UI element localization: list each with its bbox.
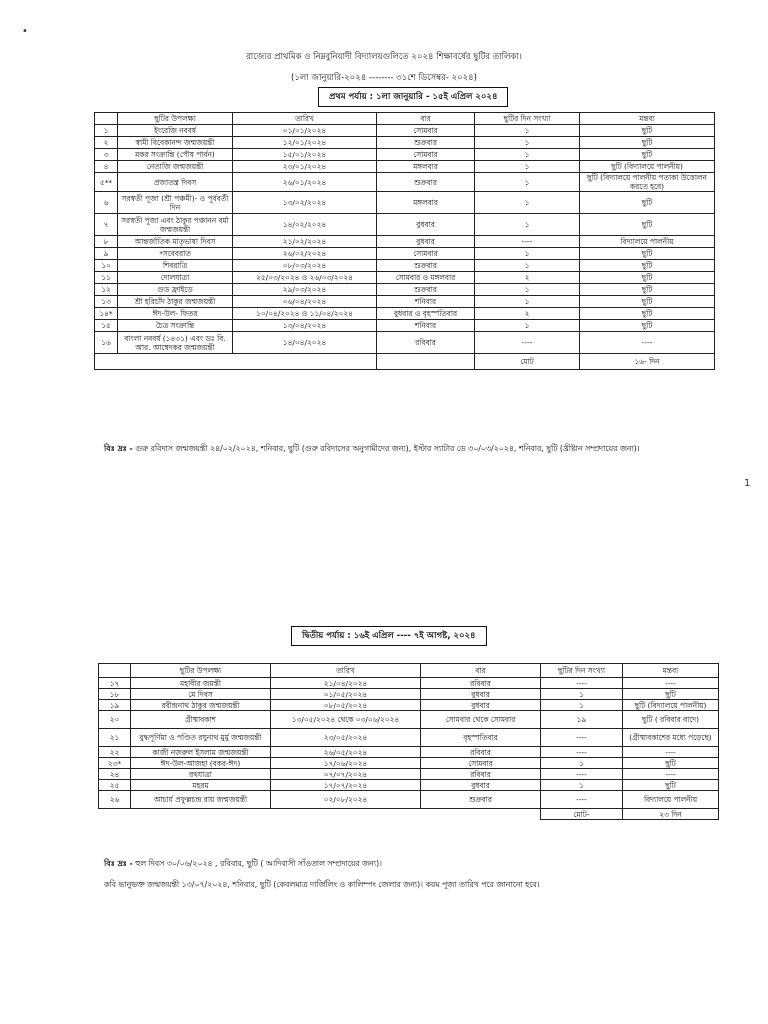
row-occasion: সরস্বতী পূজা (শ্রী পঞ্চমী)- ও পূর্ববর্তী দিন (118, 192, 233, 214)
row-serial: ২২ (99, 747, 131, 758)
row-occasion: ইংরেজি নববর্ষ (118, 125, 233, 137)
table-row (95, 296, 715, 308)
row-occasion: আচার্য প্রফুল্লচন্দ্র রায় জন্মজয়ন্তী (131, 791, 271, 809)
note-text: হুল দিবস ৩০/০৬/২০২৪ , রবিবার, ছুটি ( আদিবাসী সাঁওতাল সম্প্রদায়ের জন্য)। (135, 859, 382, 868)
table-row (95, 137, 715, 149)
row-date: ২১/০২/২০২৪ (233, 236, 377, 248)
row-count: ---- (475, 236, 580, 248)
row-remark: (গ্রীষ্মাবকাশের মধ্যে পড়েছে) (623, 729, 719, 747)
row-day: রবিবার (421, 747, 541, 758)
row-count: ১ (475, 320, 580, 332)
row-date: ২৬/০৫/২০২৪ (271, 747, 421, 758)
row-occasion: শিবরাত্রি (118, 260, 233, 272)
row-occasion: মহরম (131, 780, 271, 791)
table-row (95, 308, 715, 320)
row-occasion: দোলযাত্রা (118, 272, 233, 284)
row-count: ১ (541, 780, 623, 791)
row-remark: ---- (580, 332, 715, 354)
row-occasion: ঈদ-উল-আজহা (বকর-ঈদ) (131, 758, 271, 769)
row-day: বুধবার (377, 236, 475, 248)
row-serial: ৫** (95, 173, 118, 192)
table-row (95, 260, 715, 272)
row-serial: ২ (95, 137, 118, 149)
row-day: বুধবার ও বৃহস্পতিবার (377, 308, 475, 320)
row-date: ২৩/০৫/২০২৪ (271, 729, 421, 747)
header-remark: মন্তব্য (580, 113, 715, 125)
row-count: ১ (475, 214, 580, 236)
row-day: সোমবার (377, 248, 475, 260)
row-day: শুক্রবার (377, 260, 475, 272)
header-day: বার (421, 664, 541, 678)
row-serial: ৬ (95, 192, 118, 214)
row-day: শুক্রবার (421, 791, 541, 809)
row-remark: ---- (623, 678, 719, 689)
table-row (99, 678, 719, 689)
row-serial: ১২ (95, 284, 118, 296)
row-remark: ছুটি (580, 125, 715, 137)
phase2-note-2: কবি ভানুভক্ত জন্মজয়ন্তী ১৩/০৭/২০২৪, শনিবার, ছুটি (কেবলমাত্র দার্জিলিং ও কালিম্পং জেলার জন্য)। করম পূজা তারিখ পরে জানানো হবে। (104, 880, 540, 889)
table-row (95, 248, 715, 260)
note-prefix: বিঃ দ্রঃ - (104, 859, 133, 868)
row-day: বুধবার (421, 689, 541, 700)
row-day: রবিবার (421, 678, 541, 689)
row-remark: ছুটি (বিদ্যালয়ে পালনীয়) (623, 700, 719, 711)
row-count: ২ (475, 272, 580, 284)
row-date: ০৮/০৫/২০২৪ (271, 700, 421, 711)
header-occasion: ছুটির উপলক্ষ্য (118, 113, 233, 125)
row-date: ০৬/০৪/২০২৪ (233, 296, 377, 308)
note-text: গুরু রবিদাস জন্মজয়ন্তী ২৪/০২/২০২৪, শনিবার, ছুটি (গুরু রবিদাসের অনুগামীদের জন্য), ইস্টার স্যাটার ডে ৩০/০৩/২০২৪, শনিবার, ছুটি (খ্রীষ্টান সম্প্রদায়ের জন্য)। (135, 444, 640, 453)
row-day: সোমবার (377, 125, 475, 137)
row-count: ১ (475, 248, 580, 260)
row-date: ১৭/০৭/২০২৪ (271, 780, 421, 791)
row-date: ১৪/০২/২০২৪ (233, 214, 377, 236)
row-remark: ছুটি (580, 192, 715, 214)
row-date: ০৮/০৩/২০২৪ (233, 260, 377, 272)
phase1-table (94, 112, 715, 370)
row-serial: ২৬ (99, 791, 131, 809)
row-occasion: আন্তর্জাতিক মাতৃভাষা দিবস (118, 236, 233, 248)
row-date: ২৬/০২/২০২৪ (233, 248, 377, 260)
row-occasion: মহাবীর জয়ন্তী (131, 678, 271, 689)
row-occasion: কাজী নজরুল ইসলাম জন্মজয়ন্তী (131, 747, 271, 758)
page-title: রাজ্যের প্রাথমিক ও নিম্নবুনিয়াদী বিদ্যালয়গুলিতে ২০২৪ শিক্ষাবর্ষের ছুটির তালিকা। (246, 52, 522, 62)
row-occasion: মকর সংক্রান্তি (পৌষ পার্বন) (118, 149, 233, 161)
row-day: বুধবার (421, 700, 541, 711)
row-day: শনিবার (377, 296, 475, 308)
row-date: ০১/০৫/২০২৪ (271, 689, 421, 700)
table-row (99, 758, 719, 769)
row-date: ২৫/০৩/২০২৪ ও ২৬/০৩/২০২৪ (233, 272, 377, 284)
row-date: ১৭/০৬/২০২৪ (271, 758, 421, 769)
row-day: সোমবার (421, 758, 541, 769)
header-sl (95, 113, 118, 125)
table-row (95, 192, 715, 214)
row-date: ২১/০৪/২০২৪ (271, 678, 421, 689)
phase2-label: দ্বিতীয় পর্যায় : ১৬ই এপ্রিল ---- ৭ই আগষ্ট, ২০২৪ (291, 626, 487, 646)
row-serial: ১৯ (99, 700, 131, 711)
table-row (99, 747, 719, 758)
row-count: ১ (475, 137, 580, 149)
row-serial: ১১ (95, 272, 118, 284)
row-occasion: ঈদ-উল- ফিতর (118, 308, 233, 320)
row-serial: ১৩ (95, 296, 118, 308)
row-remark: ---- (623, 747, 719, 758)
row-occasion: বুদ্ধপূর্ণিমা ও পণ্ডিত রঘুনাথ মুর্মু জন্মজয়ন্তী (131, 729, 271, 747)
row-serial: ১০ (95, 260, 118, 272)
row-occasion: মে দিবস (131, 689, 271, 700)
header-occasion: ছুটির উপলক্ষ্য (131, 664, 271, 678)
row-occasion: রথযাত্রা (131, 769, 271, 780)
row-occasion: গুড ফ্রাইডে (118, 284, 233, 296)
header-day: বার (377, 113, 475, 125)
table-row (99, 769, 719, 780)
row-count: ১ (475, 296, 580, 308)
row-serial: ৮ (95, 236, 118, 248)
row-count: ---- (541, 729, 623, 747)
row-date: ২৯/০৩/২০২৪ (233, 284, 377, 296)
row-remark: ছুটি (বিদ্যালয়ে পালনীয় পতাকা উত্তোলন করতে হবে) (580, 173, 715, 192)
row-remark: ছুটি (580, 284, 715, 296)
row-remark: ছুটি (580, 248, 715, 260)
row-count: ১৯ (541, 711, 623, 729)
row-day: রবিবার (421, 769, 541, 780)
row-day: বুধবার (377, 214, 475, 236)
table-row (95, 173, 715, 192)
table-row (99, 711, 719, 729)
header-count: ছুটির দিন সংখ্যা (541, 664, 623, 678)
row-occasion: চৈত্র সংক্রান্তি (118, 320, 233, 332)
row-remark: ছুটি (580, 272, 715, 284)
row-date: ২৩/০১/২০২৪ (233, 161, 377, 173)
page-number: 1 (744, 478, 751, 489)
row-day: বৃহস্পতিবার (421, 729, 541, 747)
row-serial: ১৮ (99, 689, 131, 700)
row-serial: ২৩* (99, 758, 131, 769)
row-remark: ছুটি (623, 780, 719, 791)
row-count: ১ (541, 700, 623, 711)
total-label: মোট (475, 354, 580, 370)
row-serial: ২৪ (99, 769, 131, 780)
table-row (95, 214, 715, 236)
row-date: ১৫/০১/২০২৪ (233, 149, 377, 161)
table-row (95, 161, 715, 173)
row-occasion: বাংলা নববর্ষ (১৪৩১) এবং ডঃ বি. আর. আম্বেদকর জন্মজয়ন্তী (118, 332, 233, 354)
row-count: ---- (541, 678, 623, 689)
total-row-blank (421, 809, 541, 820)
row-occasion: শ্রী হরিচাঁদ ঠাকুর জন্মজয়ন্তী (118, 296, 233, 308)
row-remark: ছুটি (580, 308, 715, 320)
header-count: ছুটির দিন সংখ্যা (475, 113, 580, 125)
row-occasion: স্বামী বিবেকানন্দ জন্মজয়ন্তী (118, 137, 233, 149)
row-count: ১ (541, 689, 623, 700)
row-date: ১৪/০৪/২০২৪ (233, 332, 377, 354)
row-count: ১ (475, 173, 580, 192)
table-row (99, 791, 719, 809)
row-day: শুক্রবার (377, 137, 475, 149)
row-date: ১৩/০৫/২০২৪ থেকে ০৩/০৬/২০২৪ (271, 711, 421, 729)
row-remark: ছুটি (580, 260, 715, 272)
table-row (95, 272, 715, 284)
row-remark: বিদ্যালয়ে পালনীয় (623, 791, 719, 809)
phase1-label: প্রথম পর্যায় : ১লা জানুয়ারি - ১৫ই এপ্রিল ২০২৪ (318, 87, 508, 107)
row-occasion: নেতাজি জন্মজয়ন্তী (118, 161, 233, 173)
row-remark: ছুটি (623, 689, 719, 700)
row-remark: বিদ্যালয়ে পালনীয় (580, 236, 715, 248)
row-day: শনিবার (377, 320, 475, 332)
row-occasion: *সবেবরাত (118, 248, 233, 260)
header-sl (99, 664, 131, 678)
row-occasion: প্রজাতন্ত্র দিবস (118, 173, 233, 192)
total-row-blank (95, 354, 377, 370)
total-value: ২৩ দিন (623, 809, 719, 820)
row-serial: ২০ (99, 711, 131, 729)
row-serial: ৭ (95, 214, 118, 236)
row-date: ১২/০১/২০২৪ (233, 137, 377, 149)
row-count: ---- (541, 791, 623, 809)
note-prefix: বিঃ দ্রঃ - (104, 444, 133, 453)
row-count: ১ (475, 161, 580, 173)
phase2-note-1 (104, 858, 382, 871)
row-remark: ছুটি (580, 137, 715, 149)
row-count: ১ (475, 284, 580, 296)
row-day: সোমবার থেকে সোমবার (421, 711, 541, 729)
row-date: ২৬/০১/২০২৪ (233, 173, 377, 192)
row-count: ---- (541, 747, 623, 758)
row-count: ১ (541, 758, 623, 769)
header-date: তারিখ (233, 113, 377, 125)
row-count: ১ (475, 149, 580, 161)
total-row-blank (99, 809, 421, 820)
row-date: ১৩/০২/২০২৪ (233, 192, 377, 214)
row-count: ---- (541, 769, 623, 780)
header-remark: মন্তব্য (623, 664, 719, 678)
row-serial: ১৪* (95, 308, 118, 320)
row-count: ১ (475, 125, 580, 137)
row-count: ২ (475, 308, 580, 320)
row-day: বুধবার (421, 780, 541, 791)
row-day: সোমবার (377, 149, 475, 161)
row-remark: ছুটি (580, 320, 715, 332)
row-serial: ৩ (95, 149, 118, 161)
row-serial: ১৭ (99, 678, 131, 689)
phase2-table (98, 663, 719, 820)
row-serial: ৪ (95, 161, 118, 173)
table-row (95, 125, 715, 137)
total-value: ১৬- দিন (580, 354, 715, 370)
table-row (99, 700, 719, 711)
row-date: ১০/০৪/২০২৪ ও ১১/০৪/২০২৪ (233, 308, 377, 320)
row-occasion: সরস্বতী পূজা এবং ঠাকুর পঞ্চানন বর্মা জন্মজয়ন্তী (118, 214, 233, 236)
row-serial: ২১ (99, 729, 131, 747)
table-row (99, 729, 719, 747)
total-label: মোট- (541, 809, 623, 820)
row-date: ০৭/০৭/২০২৪ (271, 769, 421, 780)
row-serial: ১৫ (95, 320, 118, 332)
row-serial: ৯ (95, 248, 118, 260)
row-remark: ছুটি (580, 149, 715, 161)
table-row (99, 689, 719, 700)
row-remark: ছুটি (580, 296, 715, 308)
row-day: সোমবার ও মঙ্গলবার (377, 272, 475, 284)
row-date: ০২/০৮/২০২৪ (271, 791, 421, 809)
row-remark: ---- (623, 769, 719, 780)
row-serial: ১৬ (95, 332, 118, 354)
table-row (95, 284, 715, 296)
row-date: ১৩/০৪/২০২৪ (233, 320, 377, 332)
table-row (95, 236, 715, 248)
academic-period: (১লা জানুয়ারি-২০২৪ -------- ৩১শে ডিসেম্বর- ২০২৪) (291, 73, 477, 83)
row-remark: ছুটি (580, 214, 715, 236)
row-count: ---- (475, 332, 580, 354)
total-row-blank (377, 354, 475, 370)
row-day: মঙ্গলবার (377, 161, 475, 173)
row-day: রবিবার (377, 332, 475, 354)
row-day: শুক্রবার (377, 173, 475, 192)
row-day: শুক্রবার (377, 284, 475, 296)
row-day: মঙ্গলবার (377, 192, 475, 214)
row-remark: ছুটি (623, 758, 719, 769)
table-row (95, 149, 715, 161)
row-serial: ১ (95, 125, 118, 137)
row-remark: ছুটি (বিদ্যালয়ে পালনীয়) (580, 161, 715, 173)
phase1-note (104, 443, 640, 456)
row-occasion: রবীন্দ্রনাথ ঠাকুর জন্মজয়ন্তী (131, 700, 271, 711)
row-count: ১ (475, 260, 580, 272)
corner-mark: • (22, 26, 28, 37)
table-row (95, 320, 715, 332)
table-row (99, 780, 719, 791)
row-date: ০১/০১/২০২৪ (233, 125, 377, 137)
row-serial: ২৫ (99, 780, 131, 791)
row-remark: ছুটি ( রবিবার বাদে) (623, 711, 719, 729)
row-occasion: গ্রীষ্মাবকাশ (131, 711, 271, 729)
row-count: ১ (475, 192, 580, 214)
table-row (95, 332, 715, 354)
header-date: তারিখ (271, 664, 421, 678)
